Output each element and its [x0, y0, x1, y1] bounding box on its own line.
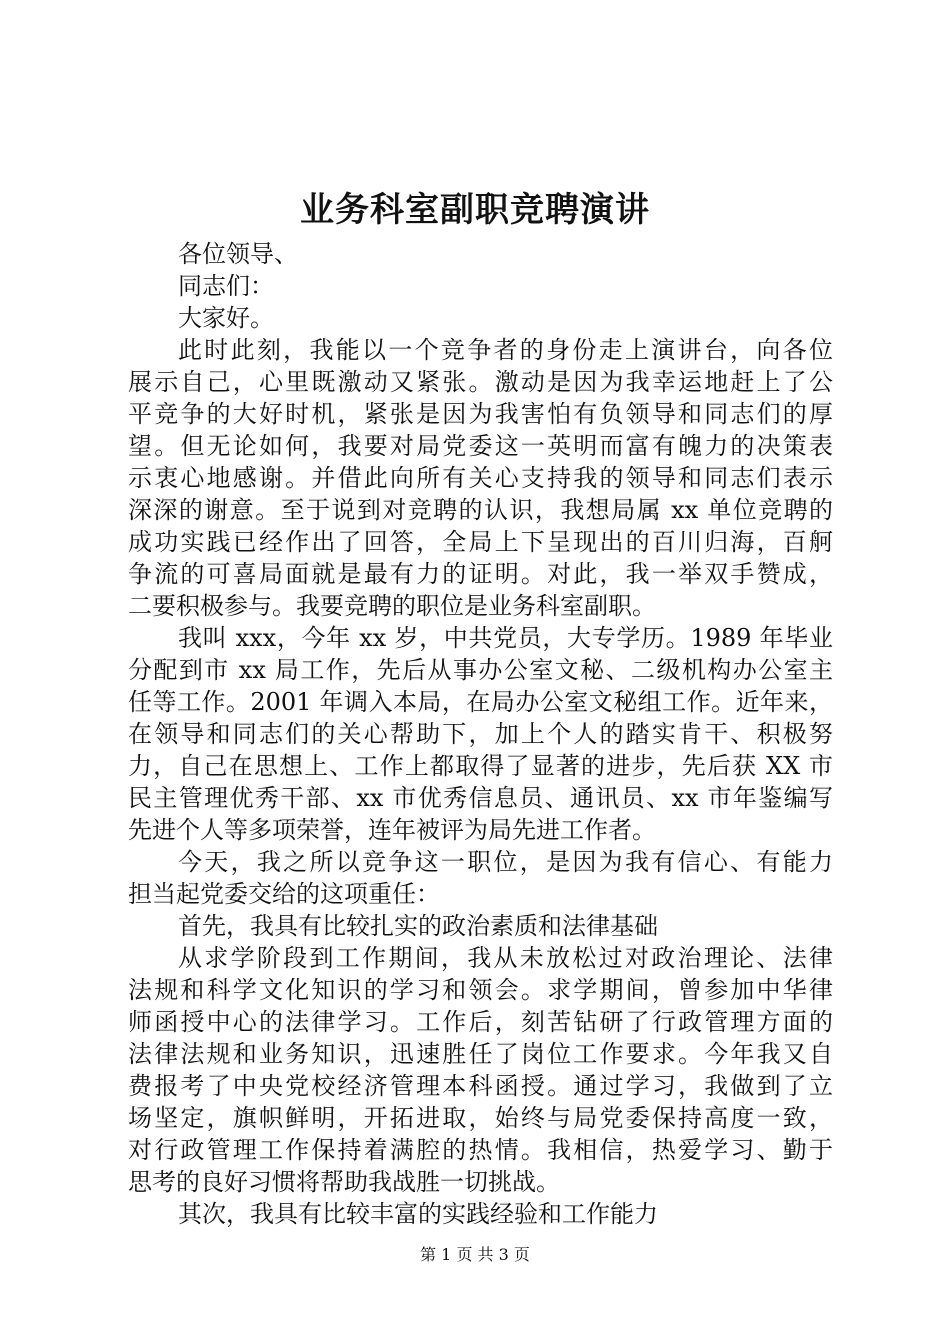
body-line: 此时此刻，我能以一个竞争者的身份走上演讲台，向各位 — [178, 336, 833, 364]
page-title: 业务科室副职竞聘演讲 — [300, 190, 650, 230]
body-line: 民主管理优秀干部、xx 市优秀信息员、通讯员、xx 市年鉴编写 — [128, 784, 833, 812]
body-line: 思考的良好习惯将帮助我战胜一切挑战。 — [128, 1168, 560, 1196]
body-line: 二要积极参与。我要竞聘的职位是业务科室副职。 — [128, 592, 656, 620]
body-line: 大家好。 — [178, 304, 274, 332]
body-line: 师函授中心的法律学习。工作后，刻苦钻研了行政管理方面的 — [128, 1008, 833, 1036]
body-line: 平竞争的大好时机，紧张是因为我害怕有负领导和同志们的厚 — [128, 400, 833, 428]
body-line: 场坚定，旗帜鲜明，开拓进取，始终与局党委保持高度一致， — [128, 1104, 833, 1132]
body-line: 分配到市 xx 局工作，先后从事办公室文秘、二级机构办公室主 — [128, 656, 833, 684]
page-footer: 第 1 页 共 3 页 — [420, 1245, 530, 1264]
body-line: 先进个人等多项荣誉，连年被评为局先进工作者。 — [128, 816, 656, 844]
body-line: 同志们： — [178, 272, 274, 300]
body-line: 各位领导、 — [178, 240, 298, 268]
body-line: 争流的可喜局面就是最有力的证明。对此，我一举双手赞成， — [128, 560, 833, 588]
body-line: 对行政管理工作保持着满腔的热情。我相信，热爱学习、勤于 — [128, 1136, 833, 1164]
body-line: 费报考了中央党校经济管理本科函授。通过学习，我做到了立 — [128, 1072, 833, 1100]
body-line: 力，自己在思想上、工作上都取得了显著的进步，先后获 XX 市 — [128, 752, 833, 780]
body-line: 在领导和同志们的关心帮助下，加上个人的踏实肯干、积极努 — [128, 720, 833, 748]
body-line: 首先，我具有比较扎实的政治素质和法律基础 — [178, 912, 658, 940]
document-body — [128, 238, 833, 1230]
body-line: 从求学阶段到工作期间，我从未放松过对政治理论、法律 — [178, 944, 833, 972]
body-line: 其次，我具有比较丰富的实践经验和工作能力 — [178, 1200, 658, 1228]
body-line: 任等工作。2001 年调入本局，在局办公室文秘组工作。近年来， — [128, 688, 833, 716]
body-line: 深深的谢意。至于说到对竞聘的认识，我想局属 xx 单位竞聘的 — [128, 496, 833, 524]
body-line: 成功实践已经作出了回答，全局上下呈现出的百川归海，百舸 — [128, 528, 833, 556]
body-line: 法律法规和业务知识，迅速胜任了岗位工作要求。今年我又自 — [128, 1040, 833, 1068]
body-line: 今天，我之所以竞争这一职位，是因为我有信心、有能力 — [178, 848, 833, 876]
body-line: 我叫 xxx，今年 xx 岁，中共党员，大专学历。1989 年毕业 — [178, 624, 833, 652]
body-line: 法规和科学文化知识的学习和领会。求学期间，曾参加中华律 — [128, 976, 833, 1004]
body-line: 望。但无论如何，我要对局党委这一英明而富有魄力的决策表 — [128, 432, 833, 460]
body-line: 展示自己，心里既激动又紧张。激动是因为我幸运地赶上了公 — [128, 368, 833, 396]
body-line: 示衷心地感谢。并借此向所有关心支持我的领导和同志们表示 — [128, 464, 833, 492]
body-line: 担当起党委交给的这项重任： — [128, 880, 440, 908]
